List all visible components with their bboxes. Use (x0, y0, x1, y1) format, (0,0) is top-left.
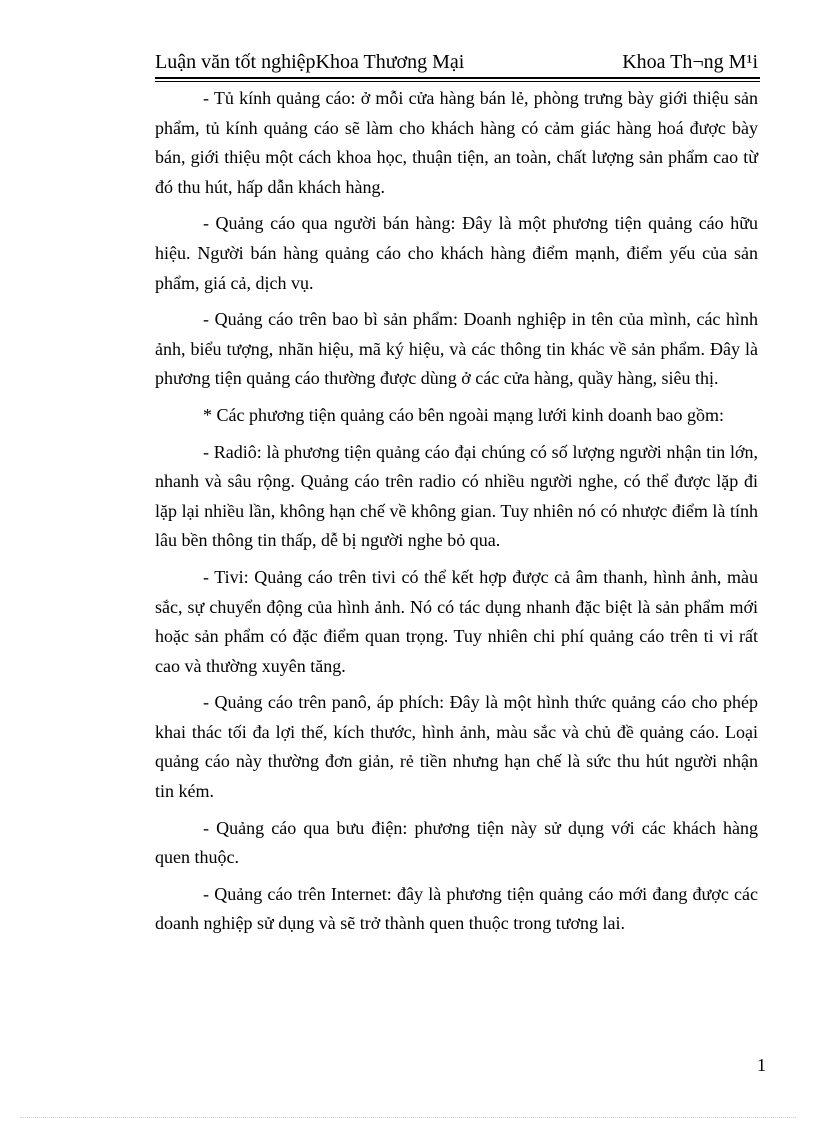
paragraph-internet: - Quảng cáo trên Internet: đây là phương tiện quảng cáo mới đang được các doanh nghiệp sử dụng và sẽ trở thành quen thuộc trong tương lai. (155, 883, 758, 934)
header-rule-thick (155, 77, 760, 79)
header-left-title: Luận văn tốt nghiệpKhoa Thương Mại (155, 51, 465, 73)
paragraph-tv: - Tivi: Quảng cáo trên tivi có thể kết hợp được cả âm thanh, hình ảnh, màu sắc, sự chuyển động của hình ảnh. Nó có tác dụng nhanh đặc biệt là sản phẩm mới hoặc sản phẩm có đặc điểm quan trọng. Tuy nhiên chi phí quảng cáo trên ti vi rất cao và thường xuyên tăng. (155, 566, 758, 676)
paragraph-external-media-intro: * Các phương tiện quảng cáo bên ngoài mạng lưới kinh doanh bao gồm: (203, 404, 724, 425)
header-right-title: Khoa Th¬ng M¹i (622, 51, 758, 73)
page-header (155, 50, 760, 76)
paragraph-packaging: - Quảng cáo trên bao bì sản phẩm: Doanh nghiệp in tên của mình, các hình ảnh, biểu tượng, nhãn hiệu, mã ký hiệu, và các thông tin khác về sản phẩm. Đây là phương tiện quảng cáo thường được dùng ở các cửa hàng, quầy hàng, siêu thị. (155, 309, 758, 389)
paragraph-post: - Quảng cáo qua bưu điện: phương tiện này sử dụng với các khách hàng quen thuộc. (155, 817, 758, 868)
paragraph-salesperson: - Quảng cáo qua người bán hàng: Đây là một phương tiện quảng cáo hữu hiệu. Người bán hàng quảng cáo cho khách hàng điểm mạnh, điểm yếu của sản phẩm, giá cả, dịch vụ. (155, 213, 758, 293)
paragraph-billboard: - Quảng cáo trên panô, áp phích: Đây là một hình thức quảng cáo cho phép khai thác tối đa lợi thế, kích thước, hình ảnh, màu sắc và chủ đề quảng cáo. Loại quảng cáo này thường đơn giản, rẻ tiền nhưng hạn chế là sức thu hút người nhận tin kém. (155, 692, 758, 802)
page-bottom-border (20, 1117, 796, 1118)
page-number: 1 (757, 1055, 766, 1075)
paragraph-radio: - Radiô: là phương tiện quảng cáo đại chúng có số lượng người nhận tin lớn, nhanh và sâu rộng. Quảng cáo trên radio có nhiều người nghe, có thể được lặp đi lặp lại nhiều lần, không hạn chế về không gian. Tuy nhiên nó có nhược điểm là tính lâu bền thông tin thấp, dễ bị người nghe bỏ qua. (155, 441, 758, 551)
header-rule-thin (155, 81, 760, 82)
body-text (155, 84, 758, 946)
paragraph-shop-window: - Tủ kính quảng cáo: ở mỗi cửa hàng bán lẻ, phòng trưng bày giới thiệu sản phẩm, tủ kính quảng cáo sẽ làm cho khách hàng có cảm giác hàng hoá được bày bán, giới thiệu một cách khoa học, thuận tiện, an toàn, chất lượng sản phẩm cao từ đó thu hút, hấp dẫn khách hàng. (155, 88, 758, 197)
